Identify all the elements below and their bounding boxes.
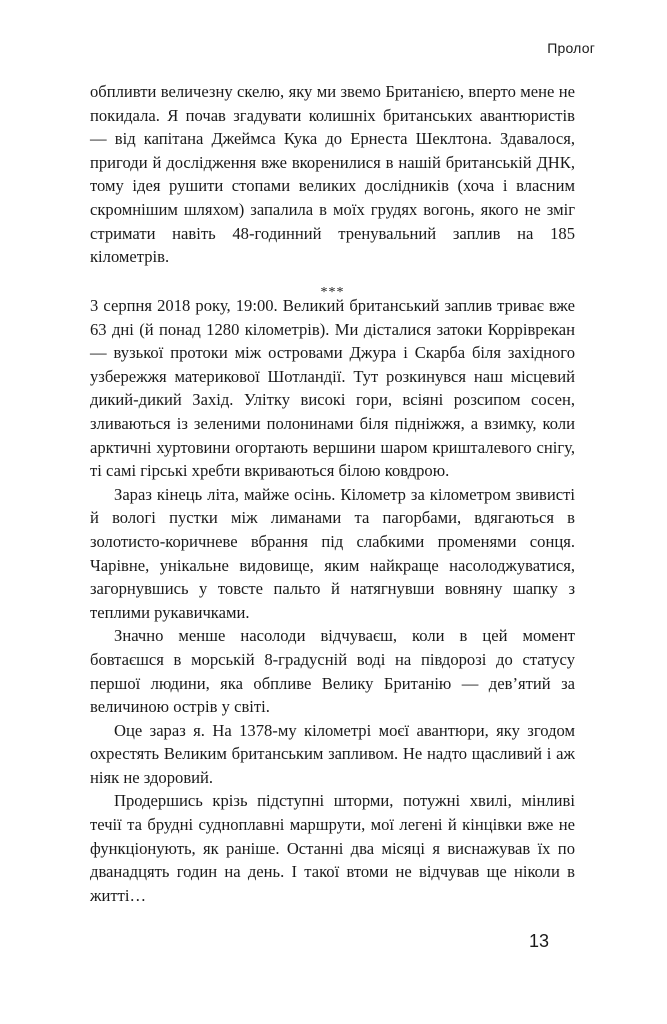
paragraph: 3 серпня 2018 року, 19:00. Великий британський заплив триває вже 63 дні (й понад 1280 кілометрів). Ми дісталися затоки Корріврекан — вузької протоки між островами Джура і Скарба біля західного узбережжя материкової Шотландії. Тут розкинувся наш місцевий дикий-дикий Захід. Улітку високі гори, всіяні розсипом сосен, зливаються із зеленими полонинами біля підніжжя, а взимку, коли арктичні хуртовини огортають вершини шаром кришталевого снігу, ті самі гірські хребти вкриваються білою ковдрою. (90, 296, 575, 481)
paragraph: Продершись крізь підступні шторми, потужні хвилі, мінливі течії та брудні судноплавні маршрути, мої легені й кінцівки вже не функціонують, як раніше. Останні два місяці я виснажував їх по дванадцять годин на день. І такої втоми не відчував ще ніколи в житті… (90, 791, 575, 905)
paragraph: обпливти величезну скелю, яку ми звемо Британією, вперто мене не покидала. Я почав згадувати колишніх британських авантюристів — від капітана Джеймса Кука до Ернеста Шеклтона. Здавалося, пригоди й дослідження вже вкоренилися в нашій британській ДНК, тому ідея рушити стопами великих дослідників (хоча і власним скромнішим шляхом) запалила в моїх грудях вогонь, якого не зміг стримати навіть 48-годинний тренувальний заплив на 185 кілометрів. (90, 82, 575, 267)
paragraph: Значно менше насолоди відчуваєш, коли в цей момент бовтаєшся в морській 8-градусній воді на півдорозі до статусу першої людини, яка обпливе Велику Британію — дев’ятий за величиною острів у світі. (90, 626, 575, 717)
running-title: Пролог (547, 40, 595, 56)
section-separator: *** (320, 285, 345, 300)
text-block-main (90, 294, 575, 907)
paragraph: Оце зараз я. На 1378-му кілометрі моєї авантюри, яку згодом охрестять Великим британським запливом. Не надто щасливий і аж ніяк не здоровий. (90, 720, 575, 787)
paragraph: Зараз кінець літа, майже осінь. Кілометр за кілометром звивисті й вологі пустки між лиманами та пагорбами, вдягаються в золотисто-коричневе вбрання під слабкими променями сонця. Чарівне, унікальне видовище, яким найкраще насолоджуватися, загорнувшись у товсте пальто й натягнувши вовняну шапку з теплими рукавичками. (90, 484, 575, 622)
page-number: 13 (528, 931, 549, 951)
text-block-continuation (90, 80, 575, 269)
